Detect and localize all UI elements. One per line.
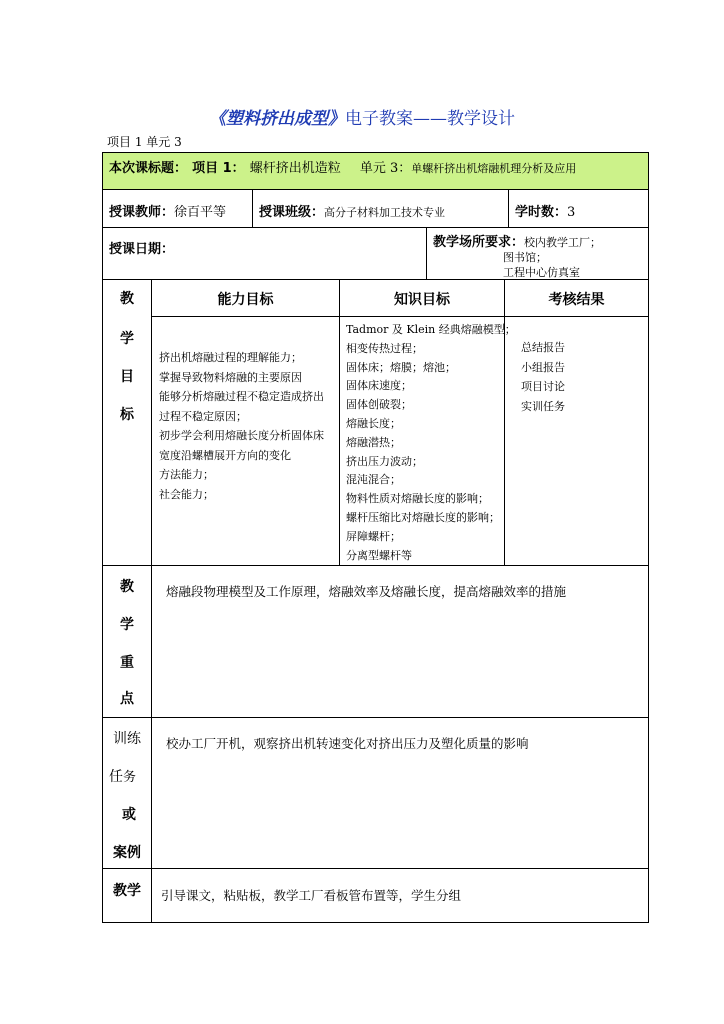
list-item: 社会能力；: [159, 487, 214, 501]
list-item: 能够分析熔融过程不稳定造成挤出: [159, 390, 324, 403]
obj-side-1: 教: [120, 291, 134, 307]
list-item: 总结报告: [521, 341, 565, 354]
obj-side-4: 标: [120, 407, 134, 423]
methods-content-cell: [151, 868, 649, 923]
venue-3: 工程中心仿真室: [503, 266, 580, 279]
ability-list: [159, 348, 324, 504]
teacher-cell: [102, 189, 253, 228]
focus-side: [102, 565, 152, 718]
training-content-cell: [151, 717, 649, 869]
list-item: 初步学会利用熔融长度分析固体床: [159, 429, 324, 442]
date-label: 授课日期：: [109, 242, 175, 257]
unit-name: 单螺杆挤出机熔融机理分析及应用: [411, 162, 577, 175]
ability-header-cell: [151, 279, 340, 317]
list-item: 固体床；熔膜；熔池；: [346, 360, 456, 374]
methods-content: 引导课文，粘贴板，教学工厂看板管布置等，学生分组: [161, 888, 462, 903]
class-name: 高分子材料加工技术专业: [324, 206, 446, 219]
list-item: 相变传热过程；: [346, 341, 423, 355]
focus-side-1: 教: [120, 579, 134, 595]
focus-side-4: 点: [120, 691, 134, 707]
training-content: 校办工厂开机，观察挤出机转速变化对挤出压力及塑化质量的影响: [166, 736, 529, 751]
assessment-cell: [504, 316, 649, 566]
list-item: 螺杆压缩比对熔融长度的影响；: [346, 510, 500, 524]
list-item: 固体床速度；: [346, 379, 412, 393]
venue-cell: [426, 227, 649, 280]
focus-content-cell: [151, 565, 649, 718]
project-name: 螺杆挤出机造粒: [249, 161, 341, 176]
list-item: 分离型螺杆等: [346, 548, 412, 562]
list-item: 小组报告: [521, 360, 565, 374]
document-title: [0, 104, 724, 129]
venue-2: 图书馆；: [503, 251, 547, 264]
knowledge-header: 知识目标: [394, 292, 450, 308]
training-side-2a: 任: [109, 769, 123, 785]
list-item: 宽度沿螺槽展开方向的变化: [159, 448, 291, 462]
teacher-name: 徐百平等: [174, 205, 227, 220]
lesson-title-row: [102, 152, 649, 190]
list-item: 挤出机熔融过程的理解能力；: [159, 351, 302, 364]
list-item: 固体创破裂；: [346, 398, 412, 412]
focus-content: 熔融段物理模型及工作原理，熔融效率及熔融长度，提高熔融效率的措施: [166, 584, 567, 599]
lesson-label: 本次课标题：: [109, 161, 188, 176]
ability-header: 能力目标: [217, 292, 274, 308]
ability-cell: [151, 316, 340, 566]
training-side-4: 案例: [113, 845, 141, 861]
project-label: 项目 1：: [192, 161, 245, 176]
list-item: 屏障螺杆；: [346, 529, 401, 543]
list-item: 挤出压力波动；: [346, 454, 423, 468]
training-side: [102, 717, 152, 869]
class-cell: [252, 189, 509, 228]
focus-side-2: 学: [120, 617, 134, 633]
knowledge-header-cell: [339, 279, 505, 317]
training-side-2b: 务: [123, 770, 137, 785]
knowledge-list: [346, 321, 516, 565]
title-suffix: 电子教案——教学设计: [345, 109, 515, 129]
venue-1: 校内教学工厂；: [524, 236, 602, 249]
training-side-2: [109, 766, 136, 786]
unit-label: 单元 3：: [359, 161, 412, 176]
list-item: 混沌混合；: [346, 473, 401, 487]
obj-side-2: 学: [120, 331, 134, 347]
project-unit: 项目 1 单元 3: [107, 135, 182, 149]
list-item: 项目讨论: [521, 380, 565, 393]
teacher-label: 授课教师：: [109, 205, 175, 220]
methods-side-label: 教学: [113, 883, 141, 899]
list-item: 实训任务: [521, 399, 565, 413]
venue-label: 教学场所要求：: [433, 235, 525, 250]
list-item: Tadmor 及 Klein 经典熔融模型；: [346, 323, 516, 336]
class-label: 授课班级：: [259, 205, 325, 220]
list-item: 物料性质对熔融长度的影响；: [346, 492, 489, 506]
objectives-side: [102, 279, 152, 566]
assessment-list: [521, 338, 565, 416]
focus-side-3: 重: [120, 655, 134, 671]
course-name: 《塑料挤出成型》: [209, 109, 345, 129]
obj-side-3: 目: [120, 369, 134, 385]
date-cell: [102, 227, 427, 280]
methods-side: [102, 868, 152, 923]
list-item: 方法能力；: [159, 468, 214, 481]
training-side-3: 或: [122, 807, 136, 823]
list-item: 熔融长度；: [346, 416, 401, 430]
training-side-1: 训练: [113, 731, 141, 747]
knowledge-cell: [339, 316, 516, 566]
assessment-header-cell: [504, 279, 649, 317]
hours-cell: [508, 189, 649, 228]
list-item: 掌握导致物料熔融的主要原因: [159, 370, 302, 384]
list-item: 过程不稳定原因；: [159, 409, 247, 423]
assessment-header: 考核结果: [548, 292, 605, 308]
hours-value: 3: [567, 205, 576, 220]
hours-label: 学时数：: [515, 205, 568, 220]
list-item: 熔融潜热；: [346, 435, 401, 449]
